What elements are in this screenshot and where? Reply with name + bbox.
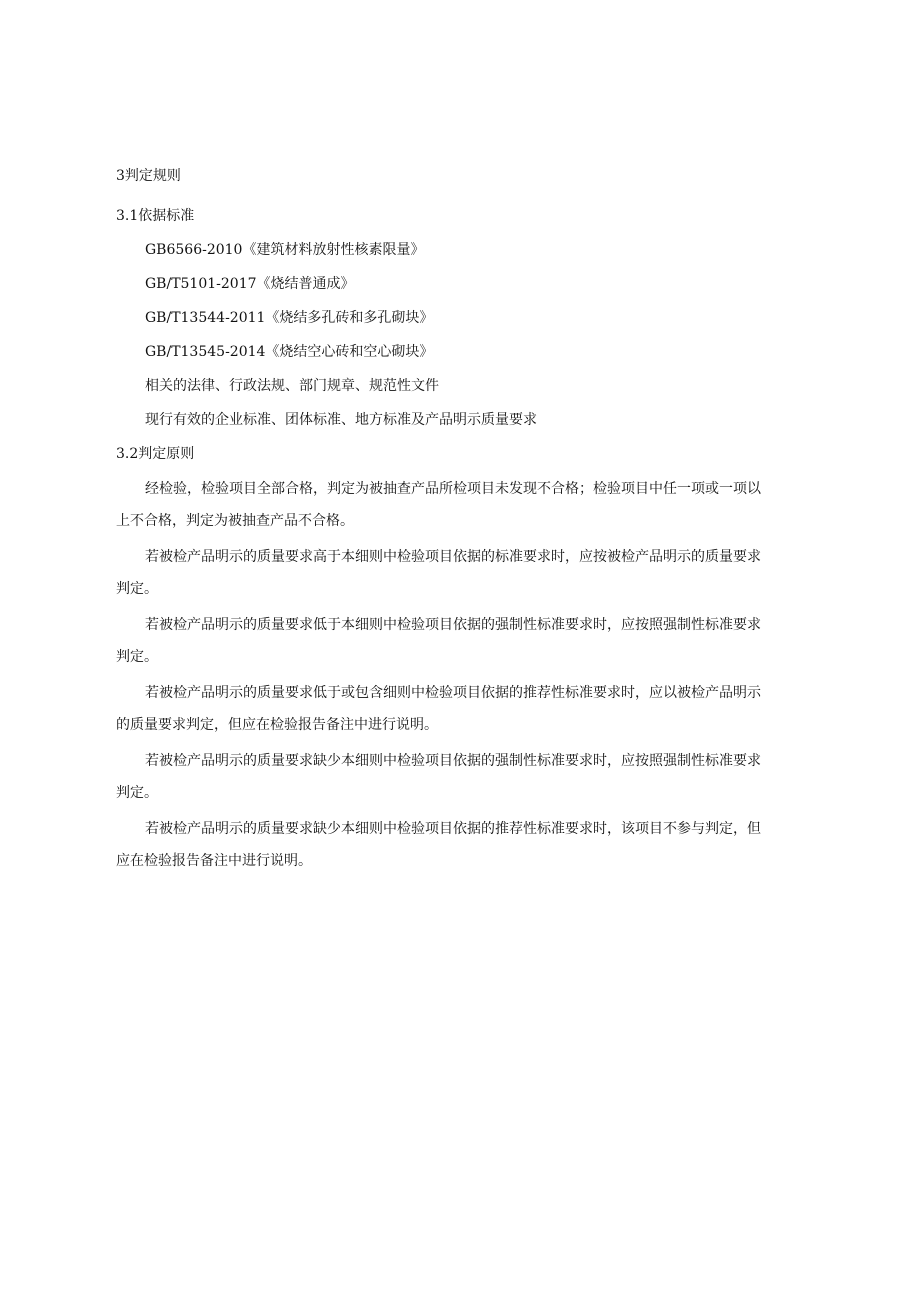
principle-paragraph-line: 若被检产品明示的质量要求低于本细则中检验项目依据的强制性标准要求时，应按照强制性标准要求 [145, 617, 761, 633]
principle-paragraph-line: 判定。 [116, 649, 158, 665]
principle-heading: 3.2判定原则 [116, 446, 195, 462]
principle-paragraph-line: 若被检产品明示的质量要求缺少本细则中检验项目依据的强制性标准要求时，应按照强制性标准要求 [145, 753, 761, 769]
section-title: 3判定规则 [116, 168, 181, 184]
regulation-reference: 现行有效的企业标准、团体标准、地方标准及产品明示质量要求 [145, 412, 537, 428]
principle-paragraph-line: 的质量要求判定，但应在检验报告备注中进行说明。 [116, 717, 438, 733]
principle-paragraph-line: 若被检产品明示的质量要求高于本细则中检验项目依据的标准要求时，应按被检产品明示的质量要求 [145, 549, 761, 565]
principle-paragraph-line: 经检验，检验项目全部合格，判定为被抽查产品所检项目未发现不合格；检验项目中任一项或一项以 [145, 481, 761, 497]
standard-reference: GB/T13544-2011《烧结多孔砖和多孔砌块》 [145, 310, 434, 326]
standard-reference: GB6566-2010《建筑材料放射性核素限量》 [145, 242, 425, 258]
principle-paragraph-line: 判定。 [116, 581, 158, 597]
basis-heading: 3.1依据标准 [116, 208, 195, 224]
principle-paragraph-line: 若被检产品明示的质量要求缺少本细则中检验项目依据的推荐性标准要求时，该项目不参与判定，但 [145, 821, 761, 837]
principle-paragraph-line: 若被检产品明示的质量要求低于或包含细则中检验项目依据的推荐性标准要求时，应以被检产品明示 [145, 685, 761, 701]
principle-paragraph-line: 上不合格，判定为被抽查产品不合格。 [116, 513, 354, 529]
standard-reference: GB/T13545-2014《烧结空心砖和空心砌块》 [145, 344, 434, 360]
standard-reference: GB/T5101-2017《烧结普通成》 [145, 276, 355, 292]
regulation-reference: 相关的法律、行政法规、部门规章、规范性文件 [145, 378, 439, 394]
principle-paragraph-line: 应在检验报告备注中进行说明。 [116, 853, 312, 869]
principle-paragraph-line: 判定。 [116, 785, 158, 801]
